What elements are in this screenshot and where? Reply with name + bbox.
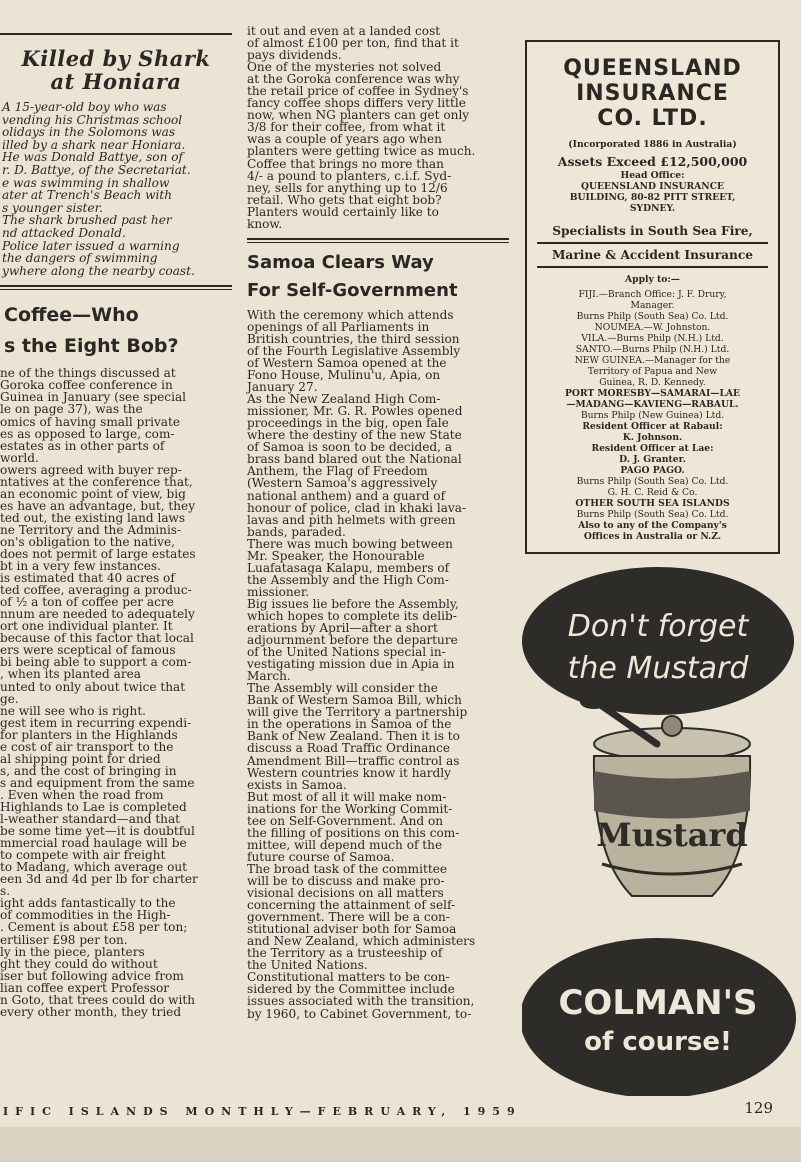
ad-divider — [537, 266, 768, 268]
middle-column — [247, 0, 509, 1020]
coffee-article: ne of the things discussed at Goroka coffee conference in Guinea in January (see special le on page 37), was the omics of having small private es as opposed to large, com- estates as in other parts of world. owers agreed with buyer rep- ntatives at the conference that, an economic point of view, big es have an advantage, but, they ted out, the existing land laws ne Territory and the Adminis- on's obligation to the native, does not permit of large estates bt in a very few instances. is estimated that 40 acres of ted coffee, averaging a produc- of ½ a ton of coffee per acre nnum are needed to adequately ort one individual planter. It because of this factor that local ers were sceptical of famous bi being able to support a com- , when its planted area unted to only about twice that ge. ne will see who is right. gest item in recurring expendi- for planters in the Highlands e cost of air transport to the al shipping point for dried s, and the cost of bringing in s and equipment from the same . Even when the road from Highlands to Lae is completed l-weather standard—and that be some time yet—it is doubtful mmercial road haulage will be to compete with air freight to Madang, which average out een 3d and 4d per lb for charter s. ight adds fantastically to the of commodities in the High- . Cement is about £58 per ton; ertiliser £98 per ton. ly in the piece, planters ght they could do without iser but following advice from lian coffee expert Professor n Goto, that trees could do with every other month, they tried — [0, 366, 198, 1019]
agent-entry: OTHER SOUTH SEA ISLANDS — [575, 498, 730, 509]
apply-label: Apply to:— — [625, 274, 680, 285]
agent-entry: PAGO PAGO. — [620, 465, 685, 476]
top-rule — [0, 33, 232, 35]
samoa-headline: Samoa Clears Way For Self-Government — [247, 251, 458, 301]
agent-entry: NOUMEA.—W. Johnston. — [594, 322, 711, 333]
agent-entry: Burns Philp (South Sea) Co. Ltd. — [576, 311, 729, 322]
coffee-headline: Coffee—Who s the Eight Bob? — [4, 304, 179, 358]
agents-list — [535, 289, 770, 542]
section-rule-thin — [0, 289, 232, 290]
mustard-jar-icon — [580, 695, 750, 896]
magazine-issue: IFIC ISLANDS MONTHLY—FEBRUARY, 1959 — [3, 1105, 522, 1118]
samoa-article: With the ceremony which attends openings of all Parliaments in British countries, the third session of the Fourth Legislative Assembly of Western Samoa opened at the Fono House, Mulinu'u, Apia, on January 27. As the New Zealand High Com- missioner, Mr. G. R. Powles opened proceedings in the big, open fale where the destiny of the new State of Samoa is soon to be decided, a brass band blared out the National Anthem, the Flag of Freedom (Western Samoa's aggressively national anthem) and a guard of honour of police, clad in khaki lava- lavas and pith helmets with green bands, paraded. There was much bowing between Mr. Speaker, the Honourable Luafatasaga Kalapu, members of the Assembly and the High Com- missioner. Big issues lie before the Assembly, which hopes to complete its delib- erations by April—after a short adjournment before the departure of the United Nations special in- vestigating mission due in Apia in March. The Assembly will consider the Bank of Western Samoa Bill, which will give the Territory a partnership in the operations in Samoa of the Bank of New Zealand. Then it is to discuss a Road Traffic Ordinance Amendment Bill—traffic control as Western countries know it hardly exists in Samoa. But most of all it will make nom- inations for the Working Commit- tee on Self-Government. And on the filling of positions on this com- mittee, will depend much of the future course of Samoa. The broad task of the committee will be to discuss and make pro- visional decisions on all matters concerning the attainment of self- government. There will be a con- stitutional adviser both for Samoa and New Zealand, which administers the Territory as a trusteeship of the United Nations. Constitutional matters to be con- sidered by the Committee include issues associated with the transition, by 1960, to Cabinet Government, to- — [247, 307, 476, 1021]
section-rule — [0, 285, 232, 287]
agent-entry: Resident Officer at Lae: D. J. Granter. — [591, 443, 714, 465]
queensland-insurance-ad — [525, 40, 780, 554]
shark-headline: Killed by Shark at Honiara — [21, 46, 211, 94]
brand-tagline: of course! — [584, 1027, 732, 1057]
section-rule — [247, 238, 509, 240]
mustard-illustration — [522, 566, 801, 1096]
brand-name: COLMAN'S — [558, 983, 758, 1023]
slogan-line-2: the Mustard — [567, 651, 749, 686]
head-office-label: Head Office: — [620, 170, 685, 181]
page-number: 129 — [744, 1099, 773, 1117]
specialists-line-1: Specialists in South Sea Fire, — [552, 224, 753, 238]
page-footer — [0, 1097, 801, 1127]
agent-entry: PORT MORESBY—SAMARAI—LAE —MADANG—KAVIENG—RABAUL. — [564, 388, 741, 410]
insurer-name: QUEENSLAND INSURANCE CO. LTD. — [563, 56, 742, 131]
agent-entry: NEW GUINEA.—Manager for the Territory of Papua and New Guinea, R. D. Kennedy. — [574, 355, 731, 388]
section-rule-thin — [247, 242, 509, 243]
agent-entry: Also to any of the Company's Offices in Australia or N.Z. — [578, 520, 727, 542]
left-column — [0, 0, 232, 1018]
agent-entry: SANTO.—Burns Philp (N.H.) Ltd. — [575, 344, 730, 355]
agent-entry: Resident Officer at Rabaul: K. Johnson. — [582, 421, 723, 443]
specialists-line-2: Marine & Accident Insurance — [551, 248, 754, 262]
jar-label: Mustard — [596, 816, 748, 854]
agent-entry: Burns Philp (New Guinea) Ltd. — [580, 410, 725, 421]
slogan-line-1: Don't forget — [567, 609, 749, 644]
assets-line: Assets Exceed £12,500,000 — [557, 154, 748, 169]
agent-entry: VILA.—Burns Philp (N.H.) Ltd. — [581, 333, 724, 344]
agent-entry: Burns Philp (South Sea) Co. Ltd. — [576, 509, 729, 520]
coffee-article-continued: it out and even at a landed cost of almost £100 per ton, find that it pays dividends. One of the mysteries not solved at the Goroka conference was why the retail price of coffee in Sydney's fancy coffee shops differs very little now, when NG planters can get only 3/8 for their coffee, from what it was a couple of years ago when planters were getting twice as much. Coffee that brings no more than 4/- a pound to planters, c.i.f. Syd- ney, sells for anything up to 12/6 retail. Who gets that eight bob? Planters would certainly like to know. — [247, 24, 476, 231]
colmans-mustard-ad — [522, 566, 801, 1096]
shark-article: A 15-year-old boy who was vending his Christmas school olidays in the Solomons was illed by a shark near Honiara. He was Donald Battye, son of r. D. Battye, of the Secretariat. e was swimming in shallow ater at Trench's Beach with s younger sister. The shark brushed past her nd attacked Donald. Police later issued a warning the dangers of swimming ywhere along the nearby coast. — [2, 100, 195, 278]
agent-entry: FIJI.—Branch Office: J. F. Drury, Manager. — [578, 289, 727, 311]
page-bottom-margin — [0, 1127, 801, 1162]
agent-entry: Burns Philp (South Sea) Co. Ltd. G. H. C. Reid & Co. — [576, 476, 729, 498]
head-office-address: QUEENSLAND INSURANCE BUILDING, 80-82 PITT STREET, SYDNEY. — [569, 181, 736, 214]
incorporated-note: (Incorporated 1886 in Australia) — [568, 139, 737, 150]
